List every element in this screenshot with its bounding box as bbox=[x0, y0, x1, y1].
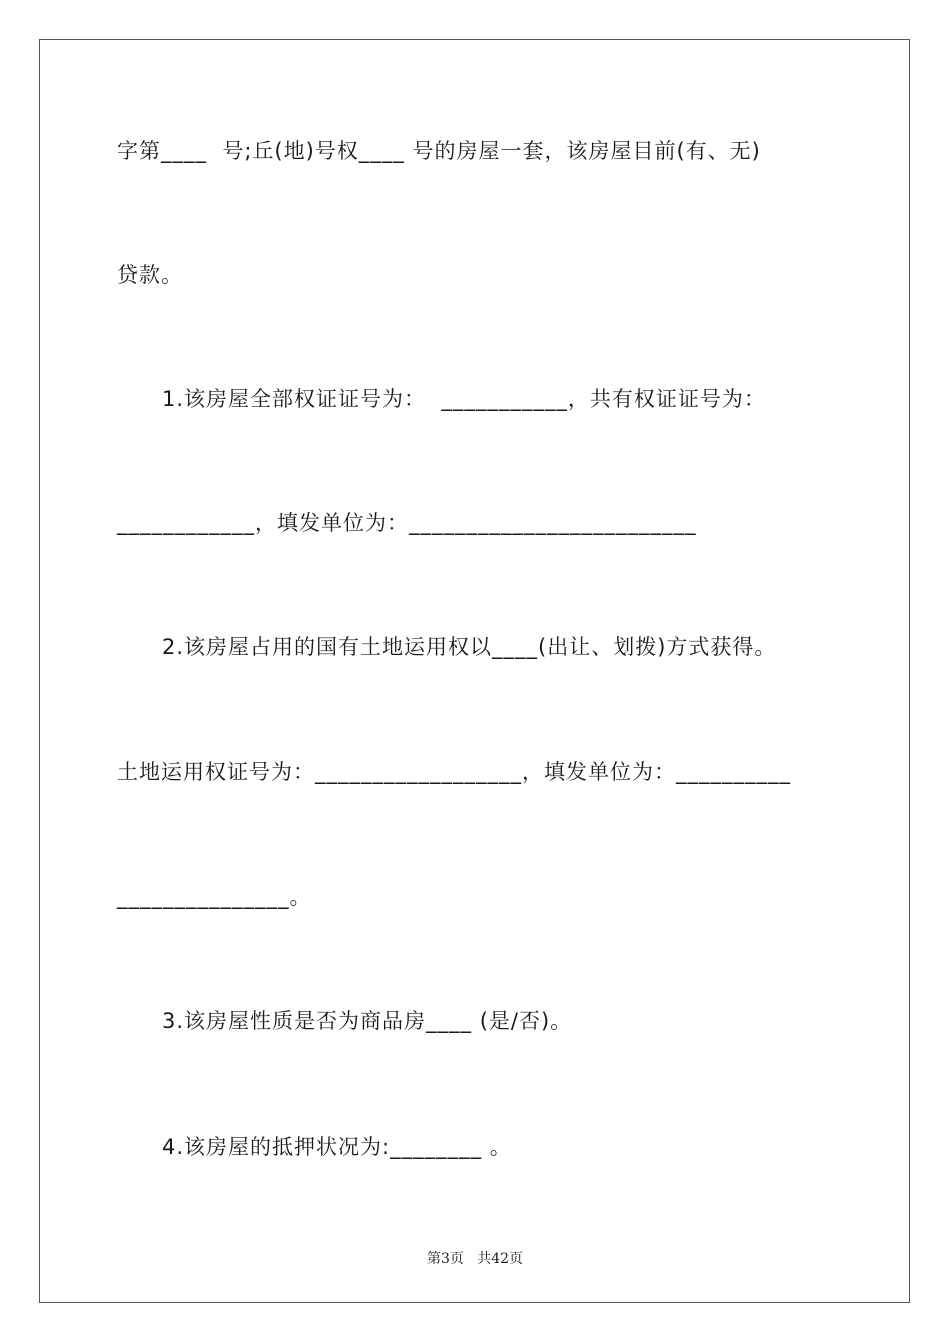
item-2-line: 2.该房屋占用的国有土地运用权以____(出让、划拨)方式获得。 bbox=[162, 635, 777, 659]
text-line-2: 贷款。 bbox=[117, 263, 183, 287]
item-4-line: 4.该房屋的抵押状况为:________ 。 bbox=[162, 1135, 512, 1159]
text-line-4: ____________，填发单位为：_________________________ bbox=[117, 511, 697, 535]
page-border bbox=[39, 39, 910, 1303]
text-line-1: 字第____ 号;丘(地)号权____ 号的房屋一套，该房屋目前(有、无) bbox=[117, 139, 761, 163]
text-line-7: _______________。 bbox=[117, 885, 312, 909]
item-1-line: 1.该房屋全部权证证号为： ___________，共有权证证号为： bbox=[162, 387, 766, 411]
page-number-footer: 第3页 共42页 bbox=[426, 1251, 524, 1267]
text-line-6: 土地运用权证号为：__________________，填发单位为：__________ bbox=[117, 760, 791, 784]
item-3-line: 3.该房屋性质是否为商品房____ (是/否)。 bbox=[162, 1009, 573, 1033]
